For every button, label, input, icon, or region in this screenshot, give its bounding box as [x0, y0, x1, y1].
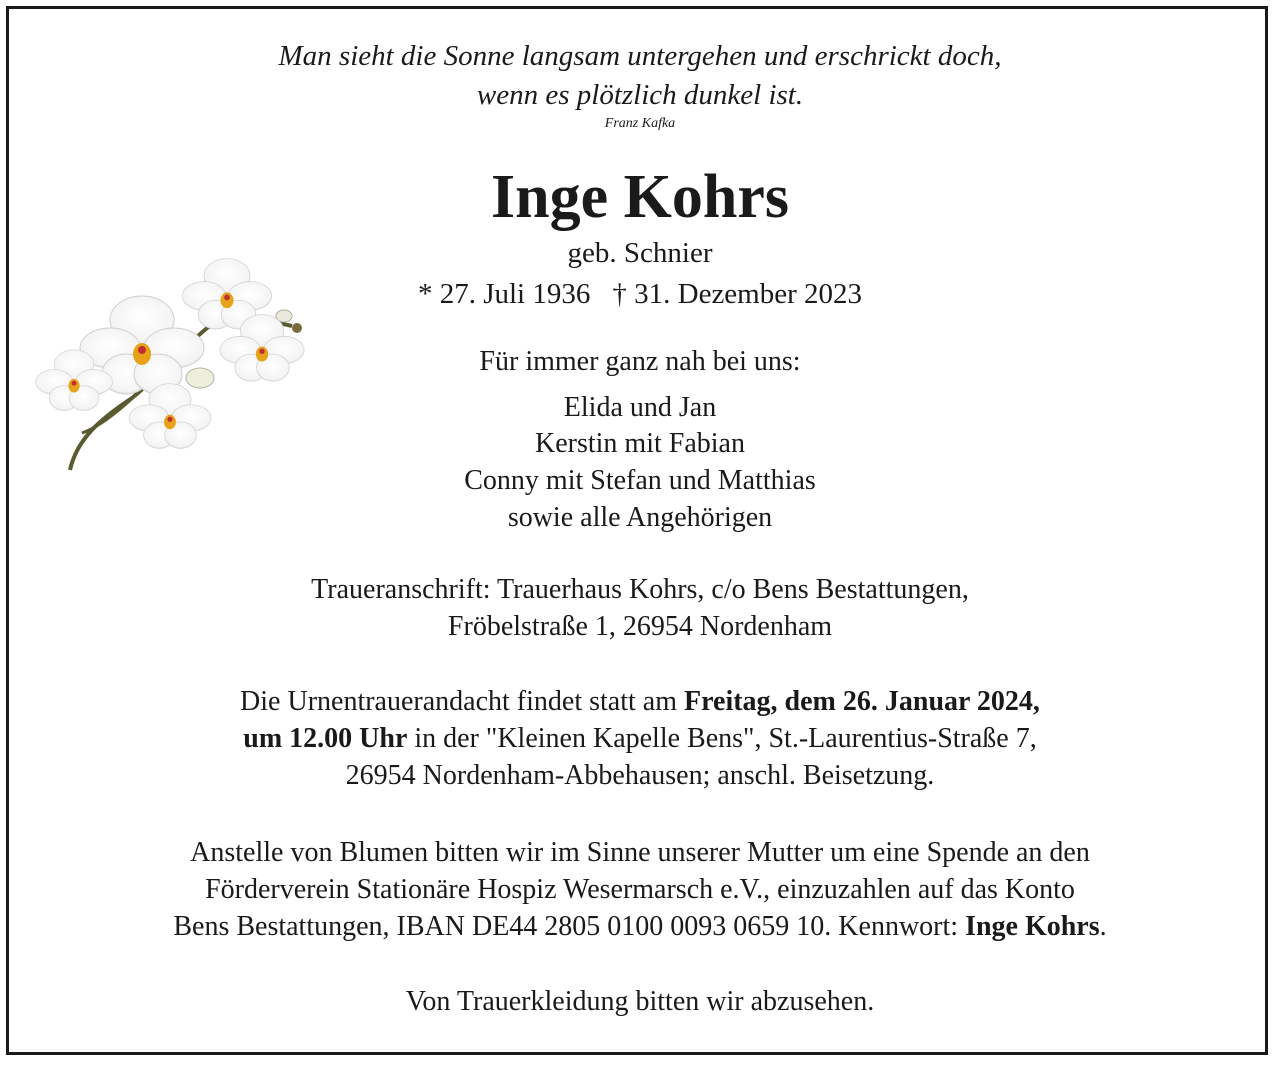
- mourning-address-line-2: Fröbelstraße 1, 26954 Nordenham: [447, 611, 833, 642]
- donation-period: .: [1099, 911, 1107, 942]
- donation-account: Bens Bestattungen, IBAN DE44 2805 0100 0093 0659 10. Kennwort:: [173, 911, 966, 942]
- family-intro: Für immer ganz nah bei uns:: [479, 346, 801, 377]
- closing-note: Von Trauerkleidung bitten wir abzusehen.: [405, 986, 875, 1017]
- family-member: Conny mit Stefan und Matthias: [464, 465, 816, 496]
- family-member: sowie alle Angehörigen: [507, 502, 773, 533]
- donation-line-3: [0, 909, 1280, 945]
- maiden-name: geb. Schnier: [567, 237, 713, 269]
- donation-line-1: Anstelle von Blumen bitten wir im Sinne unserer Mutter um eine Spende an den: [190, 837, 1090, 868]
- family-member: Elida und Jan: [563, 392, 717, 423]
- donation-keyword: Inge Kohrs: [965, 911, 1100, 942]
- mourning-address-line-1: Traueranschrift: Trauerhaus Kohrs, c/o Bens Bestattungen,: [311, 574, 969, 605]
- quote-line-1: Man sieht die Sonne langsam untergehen und erschrickt doch,: [278, 40, 1002, 72]
- family-member: Kerstin mit Fabian: [535, 428, 745, 459]
- quote-line-2: wenn es plötzlich dunkel ist.: [476, 79, 804, 111]
- ceremony-date: Freitag, dem 26. Januar 2024,: [683, 686, 1040, 717]
- ceremony-location: in der "Kleinen Kapelle Bens", St.-Laurentius-Straße 7,: [407, 723, 1037, 754]
- deceased-name: Inge Kohrs: [491, 163, 789, 231]
- donation-line-2: Förderverein Stationäre Hospiz Wesermarsch e.V., einzuzahlen auf das Konto: [205, 874, 1075, 905]
- ceremony-line-3: 26954 Nordenham-Abbehausen; anschl. Beisetzung.: [345, 760, 935, 791]
- ceremony-line-2: [0, 721, 1280, 757]
- birth-date: * 27. Juli 1936: [417, 278, 591, 310]
- ceremony-line-1: [0, 684, 1280, 720]
- ceremony-text: Die Urnentrauerandacht findet statt am: [240, 686, 684, 717]
- ceremony-time: um 12.00 Uhr: [243, 723, 408, 754]
- quote-author: Franz Kafka: [604, 116, 676, 131]
- death-date: † 31. Dezember 2023: [612, 278, 863, 310]
